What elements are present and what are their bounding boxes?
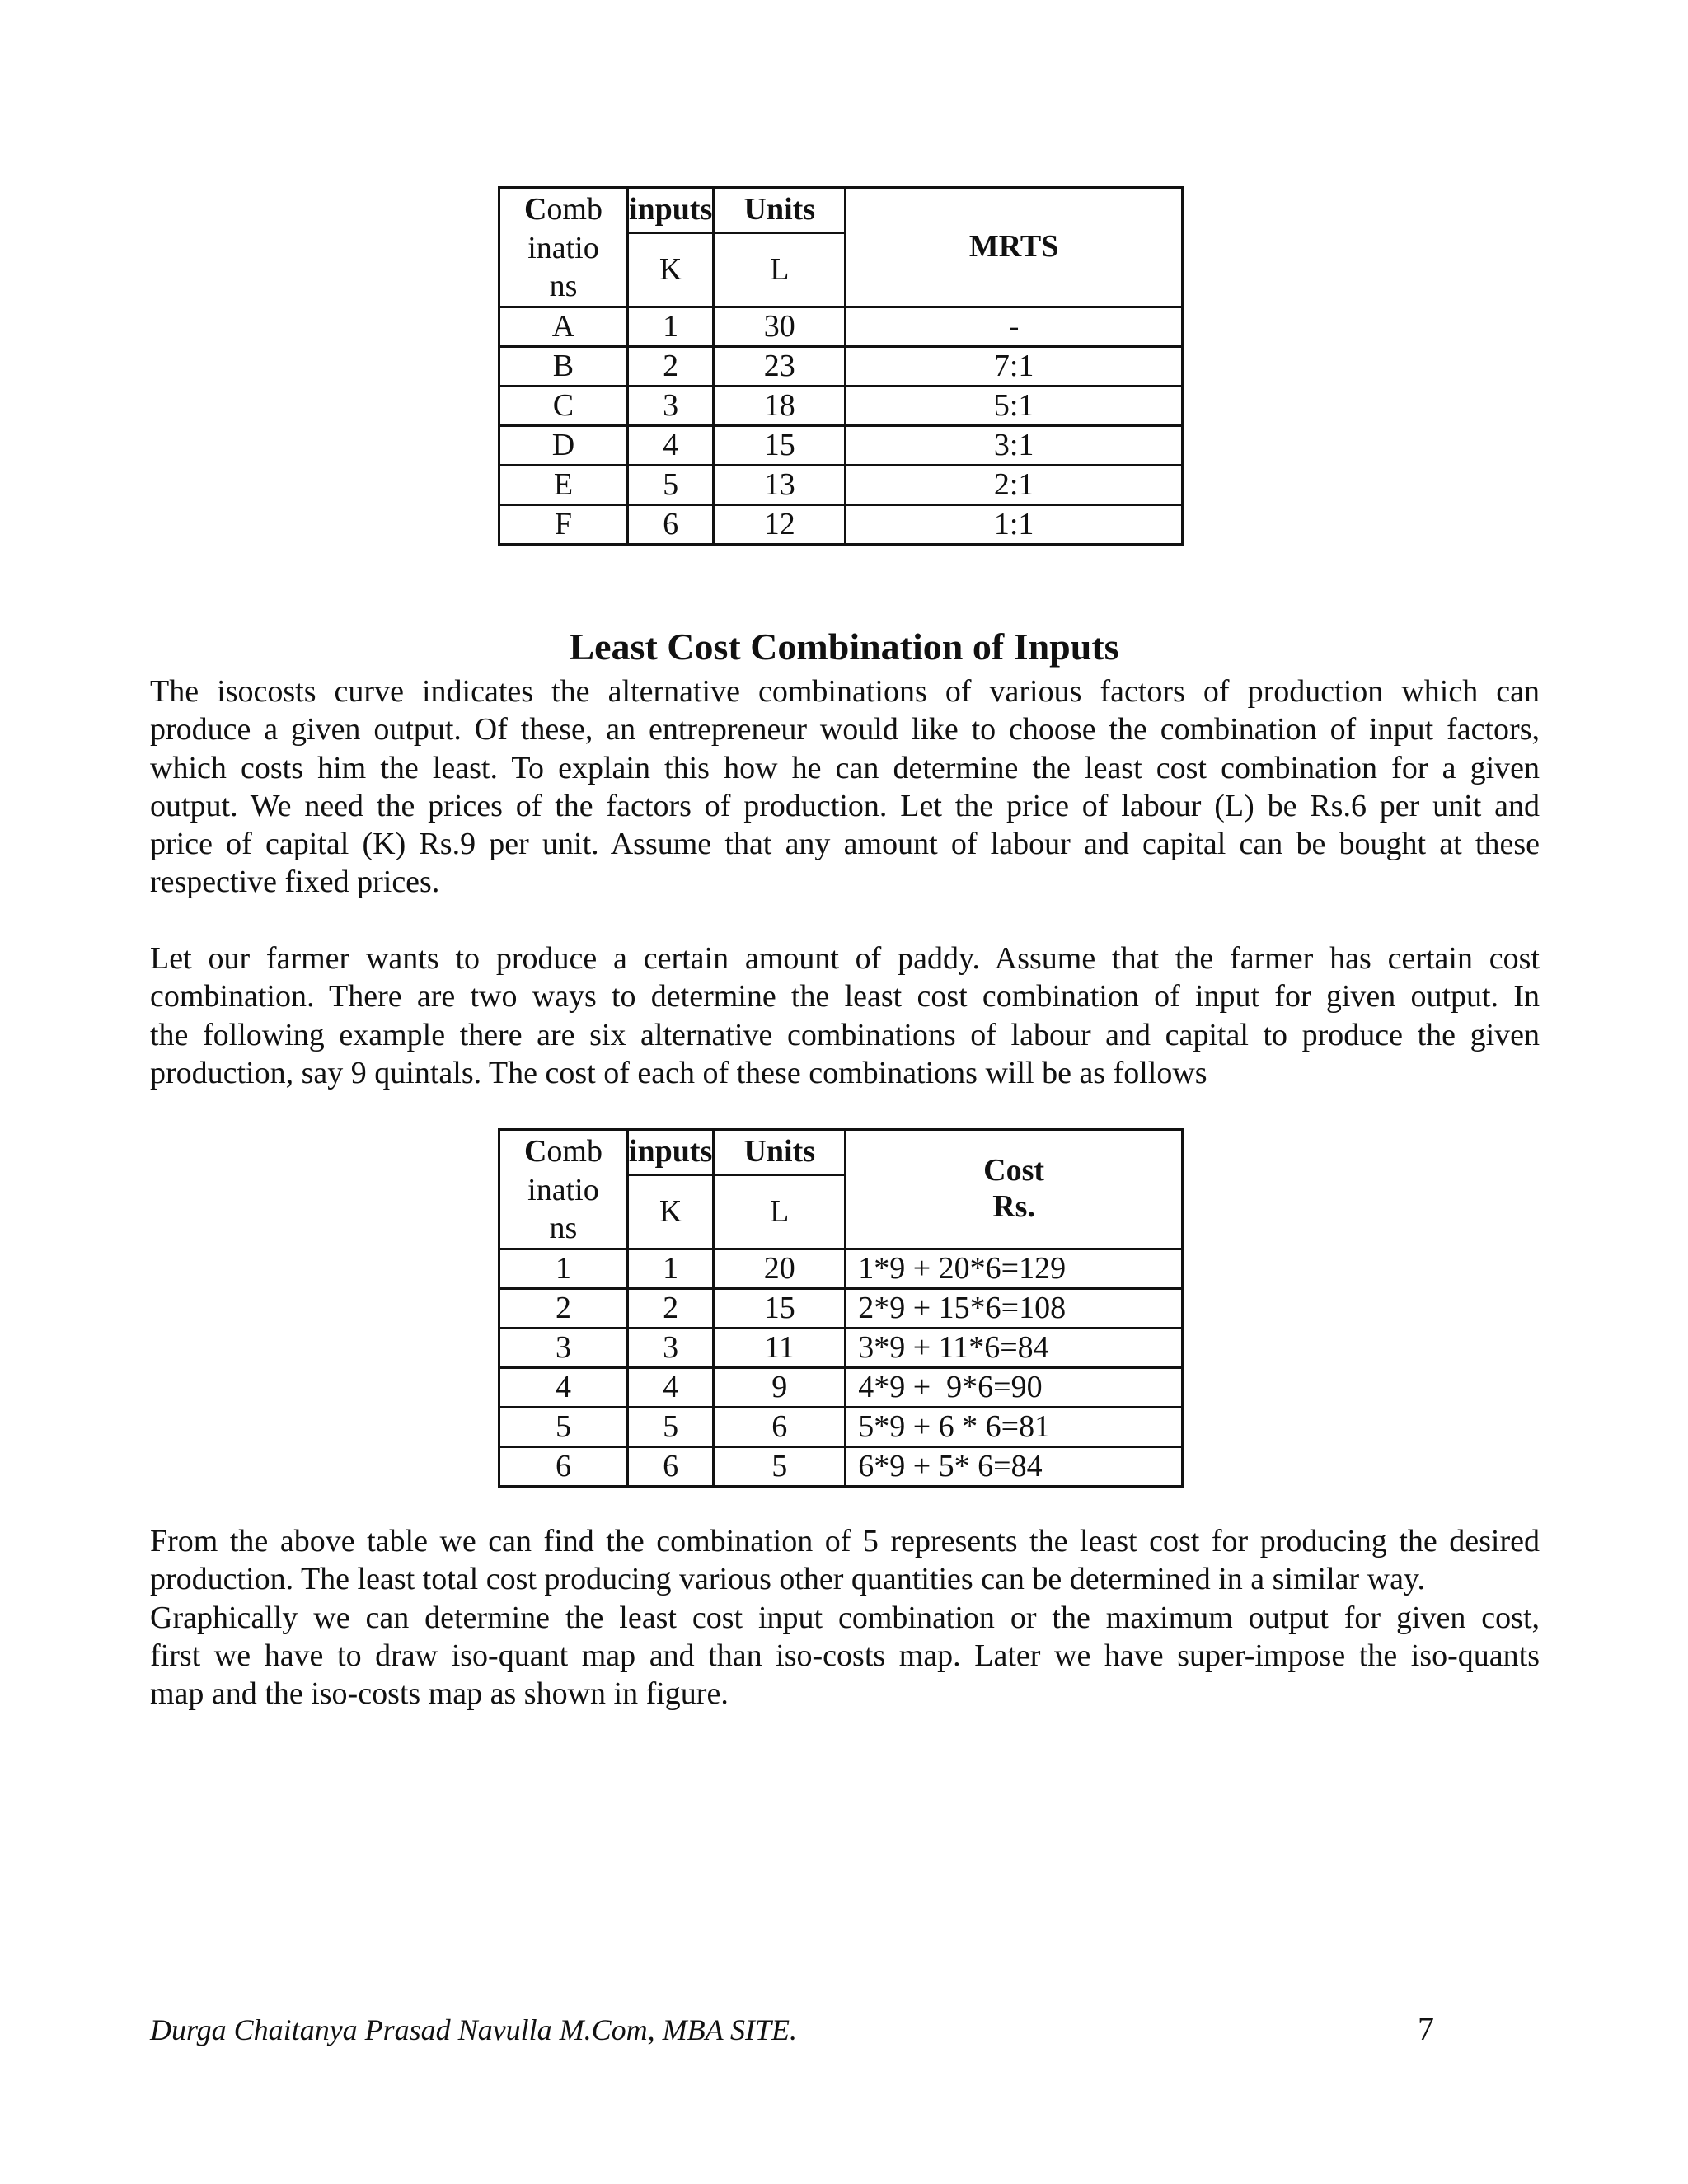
table-cell: 20 <box>714 1249 846 1289</box>
table-cell: 1 <box>627 1249 713 1289</box>
table-cell: 15 <box>714 1289 846 1329</box>
table-cell: 3*9 + 11*6=84 <box>846 1329 1183 1368</box>
table-cell: 2 <box>627 347 713 387</box>
footer-author: Durga Chaitanya Prasad Navulla M.Com, MBA SITE. <box>150 2013 797 2046</box>
cost-header: Cost Rs. <box>846 1130 1183 1249</box>
table-cell: 3 <box>627 1329 713 1368</box>
table-cell: 1*9 + 20*6=129 <box>846 1249 1183 1289</box>
table-cell: E <box>499 466 628 505</box>
mrts-header: MRTS <box>846 188 1183 307</box>
table-cell: 3 <box>627 387 713 426</box>
table-cell: D <box>499 426 628 466</box>
table-row <box>499 426 1183 466</box>
table-cell: 13 <box>714 466 846 505</box>
table-cell: 5 <box>499 1408 628 1447</box>
table-cell: 4 <box>627 426 713 466</box>
table-cell: 5:1 <box>846 387 1183 426</box>
table-cell: 12 <box>714 505 846 545</box>
table-row <box>499 1289 1183 1329</box>
table-cell: F <box>499 505 628 545</box>
table-cell: 4 <box>627 1368 713 1408</box>
table-cell: 23 <box>714 347 846 387</box>
table-row <box>499 387 1183 426</box>
table-cell: 2 <box>499 1289 628 1329</box>
table-cell: 6 <box>714 1408 846 1447</box>
table-cell: 11 <box>714 1329 846 1368</box>
k-header: K <box>627 233 713 307</box>
table-cell: 1:1 <box>846 505 1183 545</box>
table-cell: 5 <box>627 1408 713 1447</box>
table-cell: C <box>499 387 628 426</box>
inputs-header: inputs <box>627 188 713 233</box>
table-row <box>499 1329 1183 1368</box>
text-line: produce a given output. Of these, an entrepreneur would like to choose the combination of input factors, <box>150 712 1540 748</box>
text-line: Let our farmer wants to produce a certain amount of paddy. Assume that the farmer has certain cost <box>150 941 1540 976</box>
text-line: map and the iso-costs map as shown in figure. <box>150 1676 729 1712</box>
text-line: price of capital (K) Rs.9 per unit. Assume that any amount of labour and capital can be bought at these <box>150 827 1540 862</box>
table-cell: 5 <box>714 1447 846 1487</box>
table-cell: 30 <box>714 307 846 347</box>
cost-table <box>498 1128 1184 1488</box>
table-cell: 2*9 + 15*6=108 <box>846 1289 1183 1329</box>
table-cell: 1 <box>627 307 713 347</box>
paragraph-isocosts <box>150 673 1540 902</box>
table-row <box>499 1368 1183 1408</box>
table-row <box>499 347 1183 387</box>
table-cell: 7:1 <box>846 347 1183 387</box>
l-header: L <box>714 1175 846 1249</box>
table-cell: 6 <box>499 1447 628 1487</box>
table-row <box>499 307 1183 347</box>
mrts-table <box>498 186 1184 546</box>
table-cell: 18 <box>714 387 846 426</box>
table-row <box>499 466 1183 505</box>
section-title: Least Cost Combination of Inputs <box>569 626 1119 668</box>
table-cell: 2:1 <box>846 466 1183 505</box>
table-cell: 5 <box>627 466 713 505</box>
table-cell: 1 <box>499 1249 628 1289</box>
table-cell: 3:1 <box>846 426 1183 466</box>
text-line: production, say 9 quintals. The cost of each of these combinations will be as follows <box>150 1055 1207 1090</box>
combinations-header: Comb inatio ns <box>499 1130 628 1249</box>
table-cell: 6 <box>627 505 713 545</box>
text-line: production. The least total cost producing various other quantities can be determined in a similar way. <box>150 1562 1426 1597</box>
table-cell: A <box>499 307 628 347</box>
table-cell: 5*9 + 6 * 6=81 <box>846 1408 1183 1447</box>
units-header: Units <box>714 188 846 233</box>
table-row <box>499 1447 1183 1487</box>
text-line: respective fixed prices. <box>150 865 440 900</box>
table-row <box>499 1249 1183 1289</box>
text-line: combination. There are two ways to determine the least cost combination of input for given output. In <box>150 979 1540 1015</box>
table-cell: 2 <box>627 1289 713 1329</box>
page-number: 7 <box>1418 2010 1434 2047</box>
table-cell: 9 <box>714 1368 846 1408</box>
text-line: Graphically we can determine the least cost input combination or the maximum output for given cost, <box>150 1600 1540 1635</box>
table-cell: 4 <box>499 1368 628 1408</box>
text-line: The isocosts curve indicates the alternative combinations of various factors of production which can <box>150 674 1540 709</box>
paragraph-conclusion <box>150 1522 1540 1713</box>
combinations-header: Comb inatio ns <box>499 188 628 307</box>
table-cell: B <box>499 347 628 387</box>
table-cell: - <box>846 307 1183 347</box>
text-line: From the above table we can find the combination of 5 represents the least cost for producing the desired <box>150 1524 1540 1558</box>
units-header: Units <box>714 1130 846 1175</box>
table-cell: 15 <box>714 426 846 466</box>
table-cell: 6*9 + 5* 6=84 <box>846 1447 1183 1487</box>
k-header: K <box>627 1175 713 1249</box>
text-line: the following example there are six alternative combinations of labour and capital to produce the given <box>150 1017 1540 1052</box>
table-row <box>499 505 1183 545</box>
text-line: output. We need the prices of the factors of production. Let the price of labour (L) be Rs.6 per unit and <box>150 788 1540 823</box>
l-header: L <box>714 233 846 307</box>
table-row <box>499 1408 1183 1447</box>
table-cell: 6 <box>627 1447 713 1487</box>
text-line: first we have to draw iso-quant map and than iso-costs map. Later we have super-impose the iso-quants <box>150 1638 1540 1673</box>
table-cell: 4*9 + 9*6=90 <box>846 1368 1183 1408</box>
text-line: which costs him the least. To explain this how he can determine the least cost combination for a given <box>150 750 1540 785</box>
inputs-header: inputs <box>627 1130 713 1175</box>
table-cell: 3 <box>499 1329 628 1368</box>
paragraph-farmer <box>150 940 1540 1092</box>
